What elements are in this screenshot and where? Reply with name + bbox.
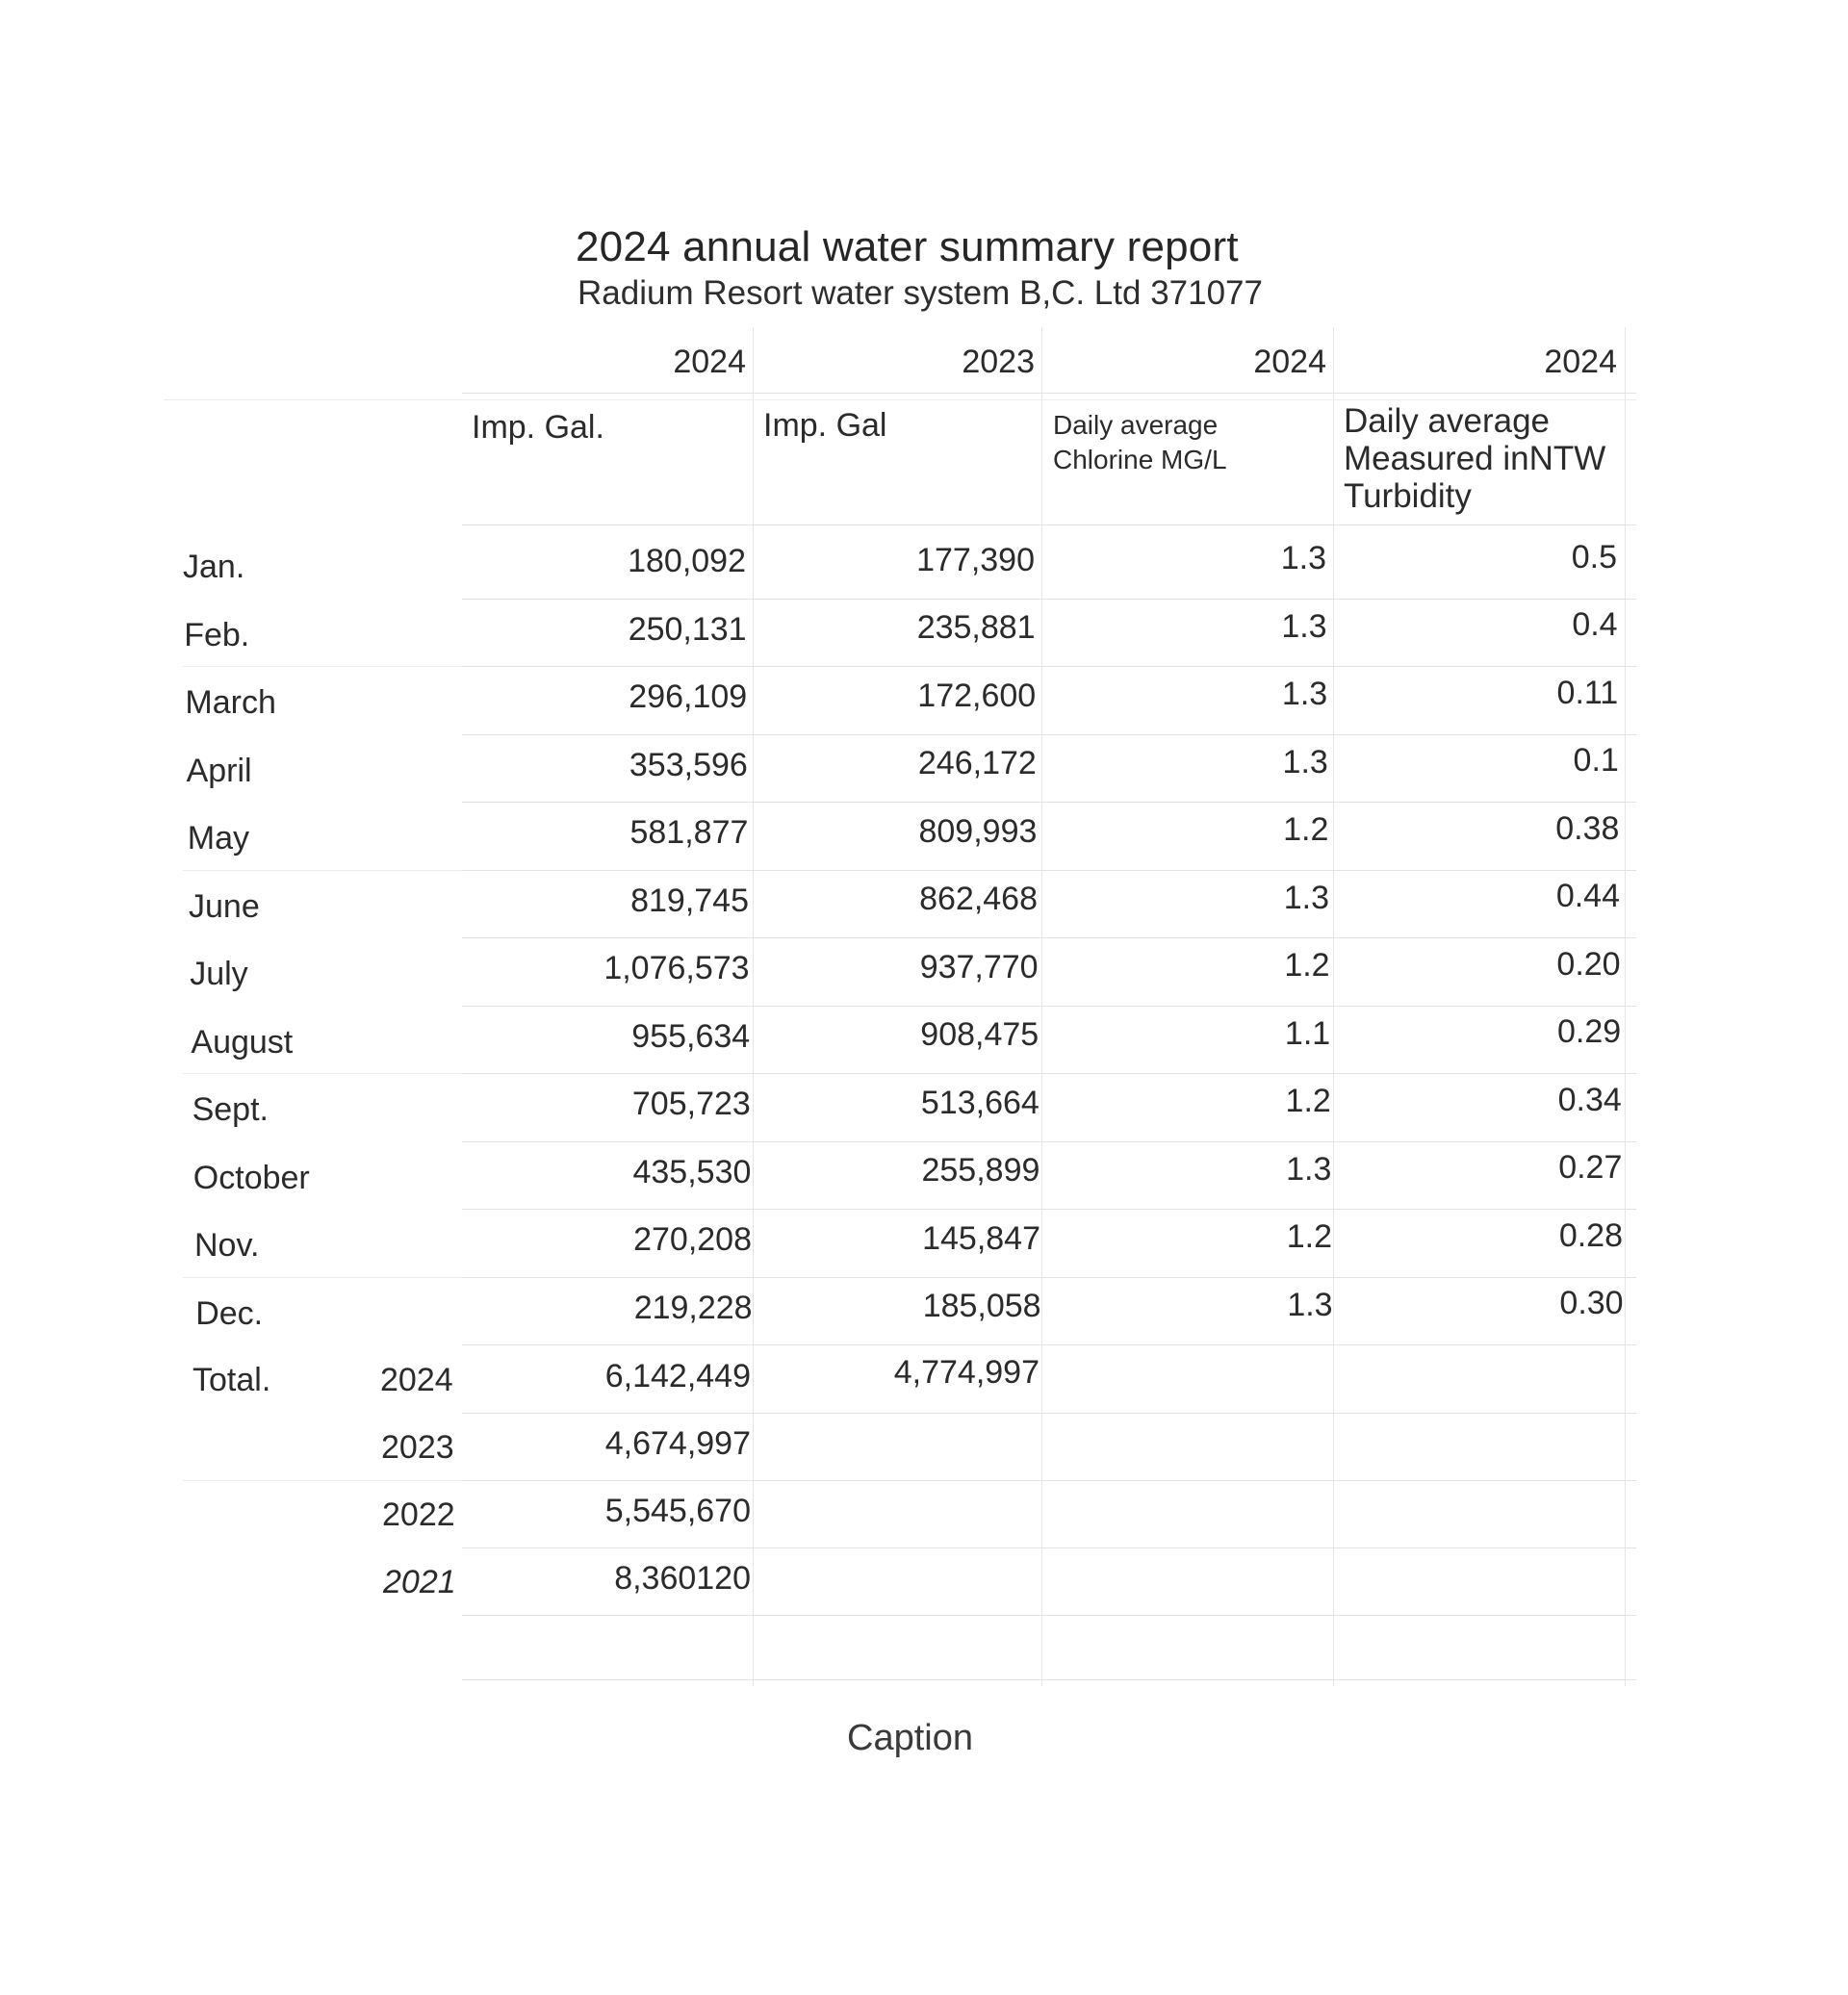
month-label: Sept. bbox=[192, 1091, 269, 1128]
table-cell-gal-2023: 177,390 bbox=[916, 541, 1035, 578]
table-cell-chlorine: 1.3 bbox=[1287, 1286, 1333, 1323]
month-label: August bbox=[191, 1023, 294, 1061]
grid-line bbox=[462, 1209, 1636, 1210]
grid-line bbox=[462, 1344, 1636, 1345]
grid-line bbox=[462, 1073, 1636, 1074]
table-cell-gal-2023: 172,600 bbox=[917, 677, 1037, 714]
table-cell-turbidity: 0.5 bbox=[1571, 538, 1617, 575]
column-unit-header: Imp. Gal bbox=[763, 407, 887, 444]
grid-line bbox=[462, 870, 1636, 871]
table-cell-gal-2023: 908,475 bbox=[920, 1016, 1040, 1053]
table-cell-gal-2023: 255,899 bbox=[921, 1152, 1040, 1189]
table-cell-gal-2024: 296,109 bbox=[629, 678, 748, 715]
table-cell-gal-2023: 246,172 bbox=[917, 745, 1037, 781]
column-unit-header-line: Daily average bbox=[1053, 410, 1219, 440]
grid-line bbox=[462, 1141, 1636, 1142]
table-cell-gal-2024: 219,228 bbox=[633, 1289, 753, 1326]
month-label: July bbox=[190, 956, 248, 992]
grid-line bbox=[462, 1277, 1636, 1278]
totals-value: 8,360120 bbox=[614, 1560, 751, 1597]
totals-value: 6,142,449 bbox=[604, 1358, 751, 1394]
month-label: October bbox=[192, 1159, 310, 1196]
totals-value: 4,674,997 bbox=[604, 1425, 751, 1462]
table-cell-chlorine: 1.3 bbox=[1282, 743, 1328, 780]
grid-line bbox=[462, 599, 1636, 600]
table-cell-gal-2024: 435,530 bbox=[632, 1153, 752, 1190]
totals-year: 2022 bbox=[382, 1496, 455, 1533]
grid-line bbox=[462, 1480, 1636, 1481]
table-cell-turbidity: 0.30 bbox=[1559, 1285, 1624, 1321]
table-cell-turbidity: 0.44 bbox=[1555, 878, 1620, 914]
table-cell-turbidity: 0.20 bbox=[1556, 945, 1621, 983]
grid-line bbox=[462, 1615, 1636, 1616]
grid-line bbox=[462, 802, 1636, 803]
table-cell-chlorine: 1.3 bbox=[1281, 607, 1327, 645]
table-cell-chlorine: 1.3 bbox=[1283, 879, 1329, 916]
table-cell-chlorine: 1.2 bbox=[1284, 947, 1330, 984]
grid-line bbox=[462, 524, 1636, 525]
grid-line bbox=[183, 1073, 462, 1074]
column-unit-header: Imp. Gal. bbox=[472, 409, 604, 446]
totals-extra-value: 4,774,997 bbox=[893, 1354, 1040, 1391]
month-label: Jan. bbox=[183, 549, 245, 585]
grid-line bbox=[1041, 327, 1042, 1686]
month-label: June bbox=[189, 887, 260, 925]
table-cell-gal-2023: 862,468 bbox=[919, 881, 1038, 917]
table-cell-turbidity: 0.34 bbox=[1557, 1081, 1622, 1118]
table-cell-gal-2023: 235,881 bbox=[916, 609, 1036, 646]
table-cell-turbidity: 0.27 bbox=[1558, 1149, 1623, 1186]
totals-year: 2021 bbox=[383, 1564, 456, 1600]
table-cell-gal-2023: 809,993 bbox=[918, 812, 1038, 850]
month-label: Nov. bbox=[194, 1227, 260, 1264]
grid-line bbox=[462, 1679, 1636, 1680]
month-label: April bbox=[186, 752, 252, 789]
grid-line bbox=[183, 870, 462, 871]
table-cell-chlorine: 1.3 bbox=[1281, 676, 1328, 712]
column-year-header: 2024 bbox=[673, 344, 746, 380]
table-cell-gal-2024: 705,723 bbox=[631, 1086, 751, 1122]
table-cell-gal-2024: 270,208 bbox=[633, 1221, 752, 1258]
table-cell-gal-2023: 937,770 bbox=[919, 948, 1039, 985]
column-year-header: 2024 bbox=[1544, 344, 1617, 380]
totals-label: Total. bbox=[192, 1362, 271, 1398]
grid-line bbox=[183, 666, 462, 667]
totals-year: 2024 bbox=[380, 1362, 453, 1398]
report-subtitle: Radium Resort water system B,C. Ltd 371077 bbox=[578, 274, 1263, 312]
table-cell-turbidity: 0.29 bbox=[1557, 1013, 1622, 1050]
caption: Caption bbox=[847, 1718, 973, 1758]
grid-line bbox=[462, 666, 1636, 667]
table-cell-chlorine: 1.3 bbox=[1280, 540, 1326, 576]
month-label: Feb. bbox=[184, 616, 250, 653]
table-cell-gal-2024: 250,131 bbox=[628, 610, 747, 648]
grid-line bbox=[1625, 327, 1626, 1686]
table-cell-chlorine: 1.2 bbox=[1283, 811, 1329, 848]
table-cell-gal-2024: 180,092 bbox=[628, 543, 746, 579]
table-cell-gal-2024: 353,596 bbox=[629, 746, 748, 783]
table-cell-turbidity: 0.1 bbox=[1573, 742, 1619, 779]
totals-value: 5,545,670 bbox=[604, 1493, 751, 1529]
column-unit-header-line: Daily average bbox=[1344, 402, 1550, 440]
grid-line bbox=[753, 327, 754, 1686]
table-cell-gal-2023: 185,058 bbox=[922, 1288, 1041, 1324]
grid-line bbox=[462, 393, 1636, 394]
grid-line bbox=[183, 1277, 462, 1278]
month-label: May bbox=[187, 820, 250, 857]
column-unit-header-line: Turbidity bbox=[1344, 477, 1472, 515]
month-label: March bbox=[185, 684, 276, 721]
water-summary-table bbox=[164, 327, 1636, 1684]
table-cell-gal-2024: 819,745 bbox=[630, 882, 749, 919]
table-cell-chlorine: 1.1 bbox=[1284, 1014, 1331, 1052]
grid-line bbox=[462, 1006, 1636, 1007]
table-cell-turbidity: 0.38 bbox=[1555, 809, 1620, 847]
table-cell-turbidity: 0.4 bbox=[1572, 606, 1618, 643]
column-year-header: 2023 bbox=[962, 344, 1035, 380]
table-cell-chlorine: 1.2 bbox=[1286, 1218, 1332, 1255]
grid-line bbox=[183, 1480, 462, 1481]
grid-line bbox=[462, 734, 1636, 735]
column-unit-header-line: Chlorine MG/L bbox=[1053, 445, 1227, 474]
table-cell-chlorine: 1.3 bbox=[1286, 1150, 1332, 1188]
totals-year: 2023 bbox=[381, 1429, 454, 1466]
report-title: 2024 annual water summary report bbox=[576, 223, 1239, 270]
grid-line bbox=[164, 399, 1636, 400]
table-cell-gal-2024: 955,634 bbox=[631, 1017, 751, 1055]
grid-line bbox=[462, 1413, 1636, 1414]
grid-line bbox=[462, 1547, 1636, 1548]
grid-line bbox=[1333, 327, 1334, 1686]
table-cell-gal-2024: 581,877 bbox=[629, 814, 749, 851]
table-cell-gal-2024: 1,076,573 bbox=[603, 950, 750, 986]
table-cell-turbidity: 0.28 bbox=[1558, 1216, 1623, 1254]
table-cell-chlorine: 1.2 bbox=[1285, 1083, 1331, 1119]
column-unit-header-line: Measured inNTW bbox=[1344, 440, 1606, 477]
month-label: Dec. bbox=[195, 1294, 264, 1332]
table-cell-turbidity: 0.11 bbox=[1556, 674, 1619, 711]
table-cell-gal-2023: 145,847 bbox=[922, 1219, 1040, 1257]
table-cell-gal-2023: 513,664 bbox=[920, 1084, 1040, 1121]
grid-line bbox=[462, 937, 1636, 938]
column-year-header: 2024 bbox=[1253, 344, 1326, 380]
